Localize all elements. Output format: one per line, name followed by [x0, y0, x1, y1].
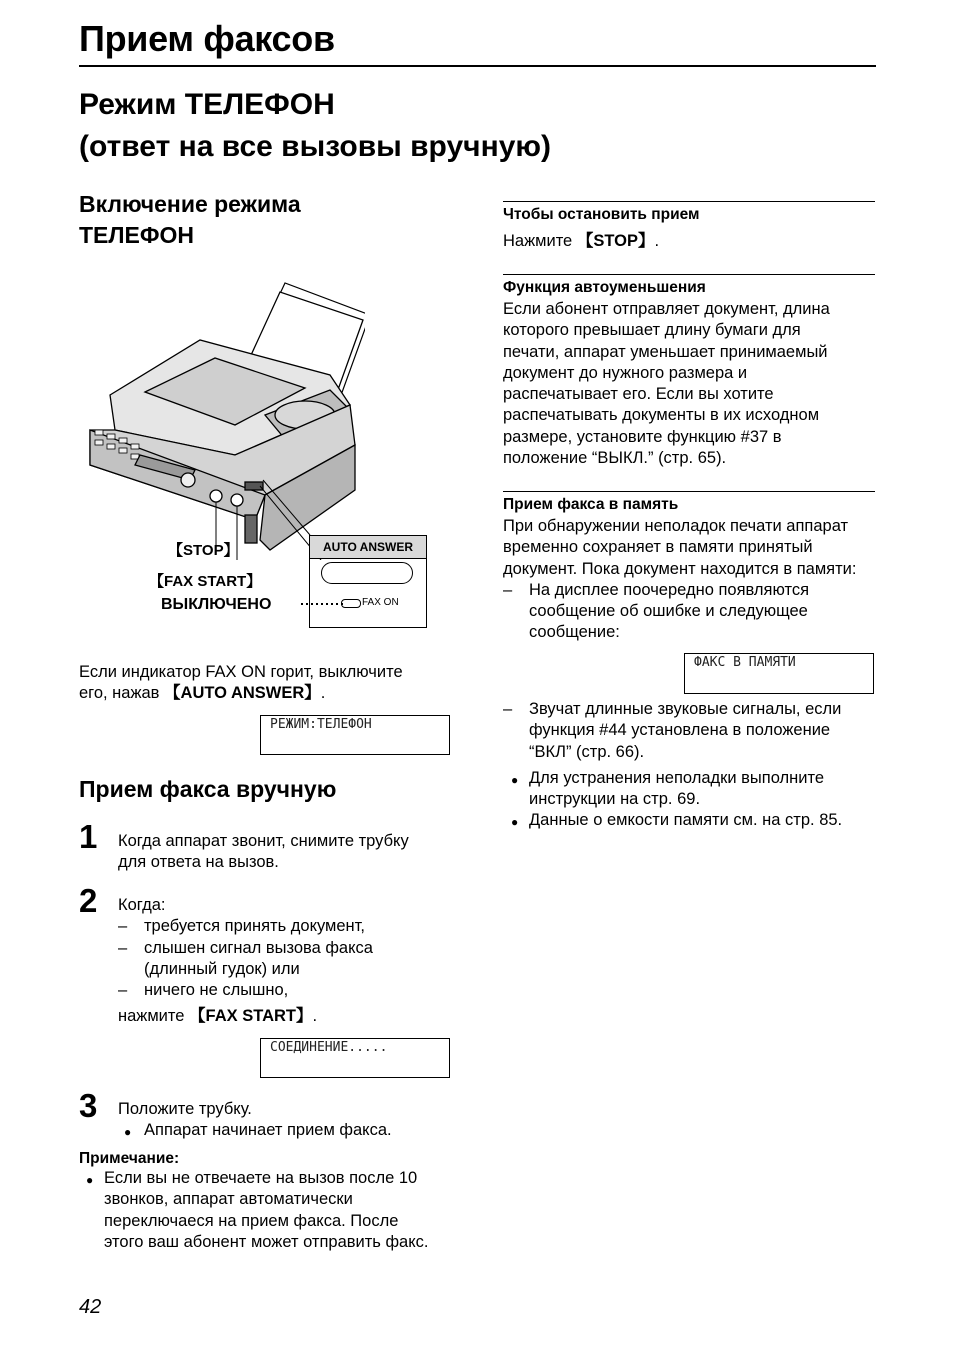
text: Нажмите	[503, 232, 577, 250]
text-line: распечатывает его. Если вы хотите	[503, 385, 774, 404]
section-title-line1: Режим ТЕЛЕФОН	[79, 88, 335, 121]
text-line: сообщение:	[529, 623, 620, 642]
dash: –	[503, 700, 513, 718]
auto-answer-button[interactable]	[321, 562, 413, 584]
stop-receive-title: Чтобы остановить прием	[503, 206, 700, 223]
title-divider	[79, 65, 876, 67]
text-line: Если абонент отправляет документ, длина	[503, 300, 830, 318]
text-line: переключаеся на прием факса. После	[104, 1211, 399, 1230]
dash: –	[118, 917, 128, 936]
auto-answer-label: AUTO ANSWER	[323, 540, 413, 554]
text-line: этого ваш абонент может отправить факс.	[104, 1232, 429, 1251]
text-line: Когда аппарат звонит, снимите трубку	[118, 832, 409, 850]
page-title: Прием факсов	[79, 18, 335, 59]
text: (длинный гудок) или	[144, 959, 300, 978]
section-title-line2: (ответ на все вызовы вручную)	[79, 130, 552, 163]
list-item	[118, 980, 458, 1001]
text: Аппарат начинает прием факса.	[144, 1121, 392, 1140]
auto-answer-paragraph	[79, 662, 459, 705]
bullet-item	[503, 810, 883, 831]
auto-reduce-text	[503, 299, 830, 469]
stop-key-label: 【STOP】	[576, 232, 655, 250]
list-item	[118, 938, 458, 981]
off-status-label: ВЫКЛЮЧЕНО	[161, 596, 272, 613]
subheading-manual-receive: Прием факса вручную	[79, 776, 337, 802]
dash: –	[118, 938, 128, 957]
section-divider	[503, 201, 875, 202]
text-line: документ до нужного размера и	[503, 363, 748, 382]
list-item	[503, 699, 883, 763]
para-line	[79, 683, 459, 704]
dash: –	[118, 981, 128, 1000]
subheading-line2: ТЕЛЕФОН	[79, 222, 194, 248]
stop-button-label: 【STOP】	[168, 542, 239, 559]
page-number: 42	[79, 1296, 102, 1318]
stop-receive-text	[503, 231, 659, 252]
lcd-display-phone-mode: РЕЖИМ:ТЕЛЕФОН	[260, 715, 450, 755]
text-line: Для устранения неполадки выполните	[529, 768, 825, 787]
text-line: печати, аппарат уменьшает принимаемый	[503, 342, 828, 361]
text-line: размере, установите функцию #37 в	[503, 427, 782, 446]
text-line: которого превышает длину бумаги для	[503, 321, 801, 340]
text-line: При обнаружении неполадок печати аппарат	[503, 517, 849, 535]
text-line: документ. Пока документ находится в памяти:	[503, 559, 857, 578]
text-line	[118, 1006, 458, 1027]
lcd-display-fax-in-memory: ФАКС В ПАМЯТИ	[684, 653, 874, 694]
bullet-item	[503, 768, 883, 811]
fax-on-indicator-icon	[341, 599, 361, 608]
text: ничего не слышно,	[144, 981, 289, 1000]
list-item	[503, 580, 883, 644]
text-line: сообщение об ошибке и следующее	[529, 602, 808, 621]
text: нажмите	[118, 1007, 190, 1026]
text: .	[312, 1007, 318, 1026]
text-line: На дисплее поочередно появляются	[529, 580, 810, 599]
fax-start-button-label: 【FAX START】	[149, 573, 262, 590]
fax-machine-illustration	[85, 280, 365, 560]
text-line: Когда:	[118, 896, 166, 914]
bullet-icon: ●	[511, 815, 519, 830]
text-line: временно сохраняет в памяти принятый	[503, 538, 813, 557]
note-title: Примечание:	[79, 1150, 180, 1167]
lcd-display-connecting: СОЕДИНЕНИЕ.....	[260, 1038, 450, 1078]
text-line: Если вы не отвечаете на вызов после 10	[104, 1169, 418, 1187]
dash: –	[503, 580, 513, 599]
memory-receive-text	[503, 516, 883, 644]
text-line: функция #44 установлена в положение	[529, 721, 831, 740]
text-line: Данные о емкости памяти см. на стр. 85.	[529, 811, 843, 830]
note-bullet	[79, 1168, 459, 1253]
text: .	[320, 684, 326, 703]
auto-answer-panel	[309, 535, 427, 628]
list-item	[118, 916, 458, 937]
subheading-phone-mode	[79, 189, 301, 251]
text-line: инструкции на стр. 69.	[529, 790, 701, 809]
step1-text	[118, 831, 409, 874]
text-line: для ответа на вызов.	[118, 853, 279, 872]
fax-on-label: FAX ON	[362, 597, 399, 608]
text: .	[654, 232, 660, 250]
text-line: Положите трубку.	[118, 1100, 252, 1118]
step-number: 2	[79, 882, 98, 919]
text: слышен сигнал вызова факса	[144, 938, 373, 957]
section-divider	[503, 491, 875, 492]
step3-text	[118, 1099, 392, 1142]
bullet-item	[118, 1120, 392, 1141]
memory-receive-title: Прием факса в память	[503, 496, 679, 513]
fax-start-key-label: 【FAX START】	[189, 1007, 313, 1026]
text-line: звонков, аппарат автоматически	[104, 1190, 353, 1209]
text-line: “ВКЛ” (стр. 66).	[529, 742, 645, 761]
bullet-icon: ●	[124, 1125, 132, 1140]
text: требуется принять документ,	[144, 917, 365, 936]
text-line: распечатывать документы в их исходном	[503, 406, 820, 425]
step-number: 3	[79, 1087, 98, 1124]
bullet-icon: ●	[86, 1173, 94, 1187]
para-line: Если индикатор FAX ON горит, выключите	[79, 663, 403, 681]
step2-text	[118, 895, 458, 1028]
section-title	[79, 84, 551, 168]
text: его, нажав	[79, 684, 165, 703]
bullet-icon: ●	[511, 772, 519, 787]
section-divider	[503, 274, 875, 275]
text-line: Звучат длинные звуковые сигналы, если	[529, 700, 842, 718]
step-number: 1	[79, 818, 98, 855]
memory-receive-text-cont	[503, 699, 883, 832]
auto-reduce-title: Функция автоуменьшения	[503, 279, 706, 296]
subheading-line1: Включение режима	[79, 191, 301, 217]
auto-answer-key-label: 【AUTO ANSWER】	[164, 684, 321, 703]
text-line: положение “ВЫКЛ.” (стр. 65).	[503, 449, 727, 468]
